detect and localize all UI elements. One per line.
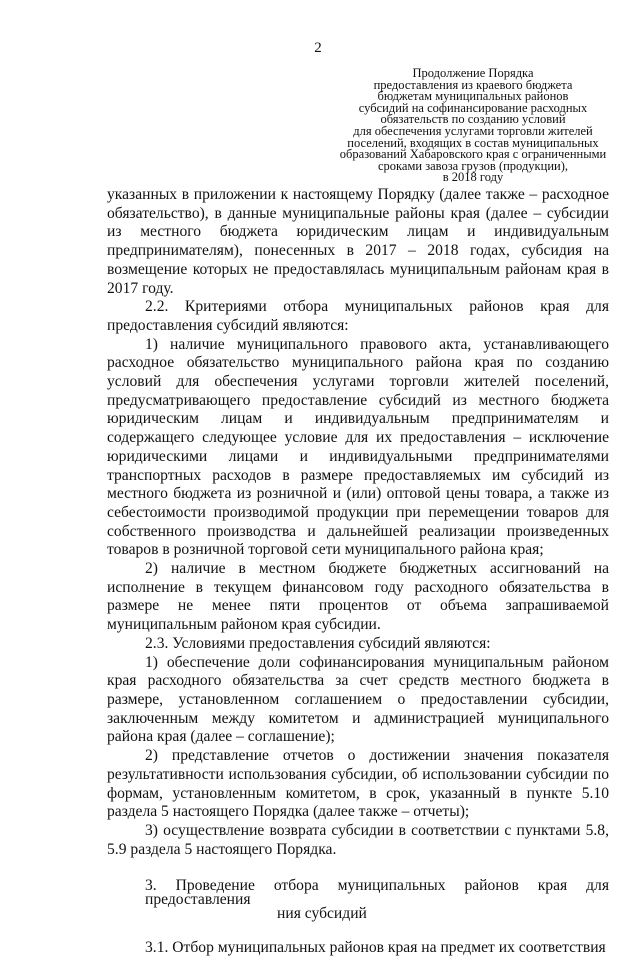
- paragraph-section-3-1: 3.1. Отбор муниципальных районов края на предмет их соответствия: [145, 939, 606, 957]
- header-line: предоставления из краевого бюджета: [373, 77, 573, 92]
- header-line: в 2018 году: [442, 170, 504, 185]
- header-line: для обеспечения услугами торговли жителей: [353, 123, 593, 138]
- paragraph-criterion-1: 1) наличие муниципального правового акта, устанавливающего расходное обязательство муниципального района края по созданию условий для обеспечения услугами торговли жителей поселений, предусматривающего предоставление субсидий из местного бюджета юридическим лицам и индивидуальным предпринимателям и содержащего следующее условие для их предоставления – исключение юридическими лицами и индивидуальными предпринимателями транспортных расходов в размере предоставляемых им субсидий из местного бюджета из розничной и (или) оптовой цены товара, а также из себестоимости производимой продукции при перемещении товаров для собственного производства и дальнейшей реализации произведенных товаров в розничной торговой сети муниципального района края;: [107, 335, 609, 559]
- header-line: сроками завоза грузов (продукции),: [377, 158, 568, 173]
- document-header: [330, 68, 616, 184]
- header-line: бюджетам муниципальных районов: [377, 89, 569, 104]
- section-heading-line-2: ния субсидий: [277, 905, 367, 923]
- paragraph-continuation: указанных в приложении к настоящему Порядку (далее также – расходное обязательство), в данные муниципальные районы края (далее – субсидии из местного бюджета юридическим лицам и индивидуальным предпринимателям), понесенных в 2017 – 2018 годах, субсидия на возмещение которых не предоставлялась муниципальным районам края в 2017 году.: [107, 186, 609, 297]
- paragraph-condition-1: 1) обеспечение доли софинансирования муниципальным районом края расходного обязательства за счет средств местного бюджета в размере, установленном соглашением о предоставлении субсидии, заключенным между комитетом и администрацией муниципального района края (далее – соглашение);: [107, 653, 609, 746]
- section-heading-line-1: 3. Проведение отбора муниципальных районов края для предоставления: [145, 877, 609, 909]
- header-line: образований Хабаровского края с ограниченными: [339, 147, 607, 162]
- paragraph-condition-3: 3) осуществление возврата субсидии в соответствии с пунктами 5.8, 5.9 раздела 5 настоящего Порядка.: [107, 821, 609, 858]
- document-body: [107, 186, 609, 974]
- paragraph-criterion-2: 2) наличие в местном бюджете бюджетных ассигнований на исполнение в текущем финансовом году расходного обязательства в размере не менее пяти процентов от объема запрашиваемой муниципальным районом края субсидии.: [107, 560, 609, 634]
- paragraph-criteria-intro: 2.2. Критериями отбора муниципальных районов края для предоставления субсидий являются:: [107, 298, 609, 334]
- header-line: субсидий на софинансирование расходных: [358, 100, 588, 115]
- paragraph-conditions-intro: 2.3. Условиями предоставления субсидий являются:: [145, 634, 491, 652]
- header-line: поселений, входящих в состав муниципальных: [347, 135, 599, 150]
- header-line: обязательств по созданию условий: [380, 112, 566, 127]
- section-heading: [107, 879, 609, 921]
- paragraph-condition-2: 2) представление отчетов о достижении значения показателя результативности использования субсидии, об использовании субсидии по формам, установленным комитетом, в срок, указанный в пункте 5.10 раздела 5 настоящего Порядка (далее также – отчеты);: [107, 747, 609, 821]
- page-number: 2: [314, 40, 322, 56]
- header-line: Продолжение Порядка: [412, 66, 534, 80]
